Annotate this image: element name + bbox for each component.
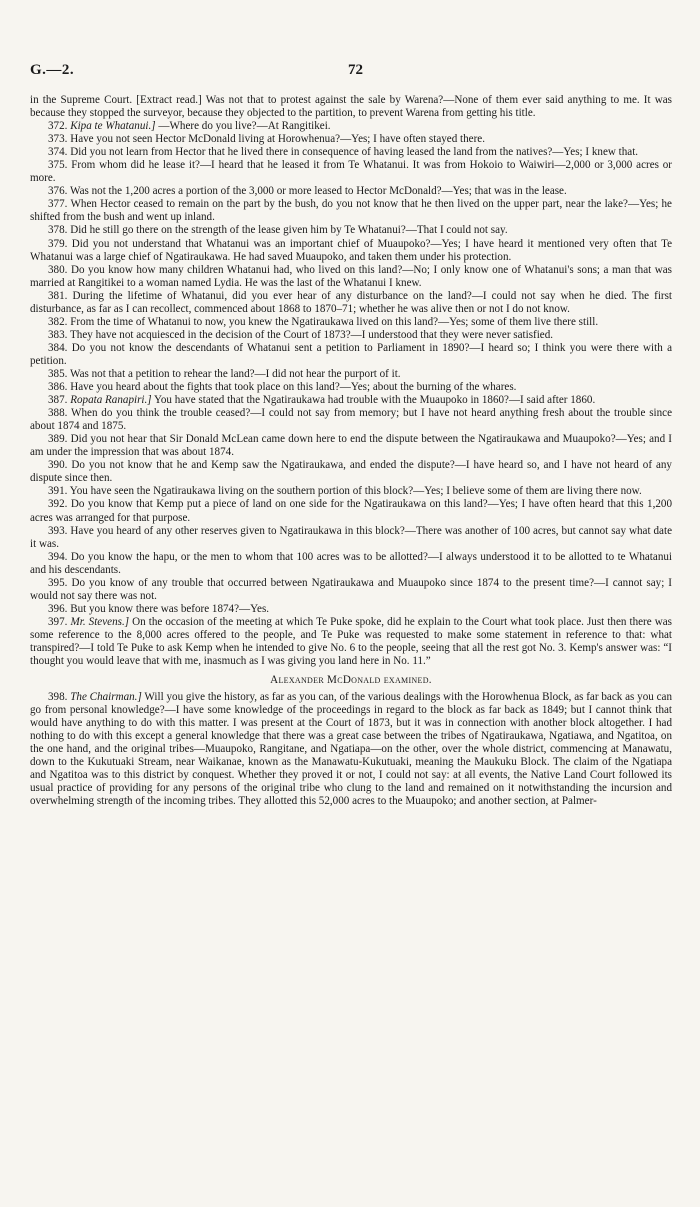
question-paragraph [30, 198, 672, 224]
question-paragraph [30, 485, 672, 498]
question-paragraph [30, 433, 672, 459]
question-paragraph [30, 498, 672, 524]
question-number: 388. [48, 407, 68, 420]
question-paragraph [30, 238, 672, 264]
question-paragraph [30, 407, 672, 433]
question-number: 390. [48, 459, 68, 472]
paragraph-continuation [30, 94, 672, 120]
paragraph-text: Do you not know that he and Kemp saw the Ngatiraukawa, and ended the dispute?—I have heard so, and I have not heard of any dispute since then. [30, 459, 672, 485]
paragraph-text: Do you know the hapu, or the men to whom that 100 acres was to be allotted?—I always understood it to be allotted to te Whatanui and his descendants. [30, 550, 672, 576]
question-paragraph [30, 290, 672, 316]
question-number: 397. [48, 615, 68, 628]
question-number: 374. [48, 146, 68, 159]
paragraph-text: From whom did he lease it?—I heard that he leased it from Te Whatanui. It was from Hokoio to Waiwiri—2,000 or 3,000 acres or more. [30, 159, 672, 185]
question-number: 377. [48, 198, 68, 211]
question-paragraph [30, 185, 672, 198]
page-number: 72 [348, 62, 363, 78]
question-paragraph [30, 120, 672, 133]
paragraph-text: Have you heard about the fights that took place on this land?—Yes; about the burning of the whares. [70, 381, 517, 394]
question-paragraph [30, 368, 672, 381]
paragraph-text: Did you not learn from Hector that he lived there in consequence of having leased the land from the natives?—Yes; I knew that. [70, 146, 639, 159]
question-number: 393. [48, 524, 68, 537]
question-paragraph [30, 394, 672, 407]
paragraph-text: Was not that a petition to rehear the land?—I did not hear the purport of it. [70, 367, 401, 380]
question-number: 386. [48, 381, 68, 394]
paragraph-text: On the occasion of the meeting at which Te Puke spoke, did he explain to the Court what took place. Just then there was some reference to the 8,000 acres offered to the people, and Te Puke was requested to make some statement in reference to that: what transpired?—I told Te Puke to ask Kemp when he intended to give No. 6 to the people, seeing that all the rest got No. 3. Kemp's answer was: “I thought you would leave that with me, inasmuch as I was giving you land here in No. 11.” [30, 615, 672, 668]
paragraph-text: Do you know that Kemp put a piece of land on one side for the Ngatiraukawa on this land?—Yes; I have often heard that this 1,200 acres was arranged for that purpose. [30, 498, 672, 524]
question-paragraph [30, 146, 672, 159]
question-paragraph [30, 264, 672, 290]
question-number: 376. [48, 185, 68, 198]
question-paragraph [30, 603, 672, 616]
question-paragraph [30, 551, 672, 577]
question-number: 379. [48, 237, 68, 250]
paragraph-text: You have stated that the Ngatiraukawa had trouble with the Muaupoko in 1860?—I said after 1860. [153, 394, 596, 407]
paragraph-text: During the lifetime of Whatanui, did you ever hear of any disturbance on the land?—I could not say when he died. The first disturbance, as far as I can recollect, commenced about 1868 to 1870–71; whether he was alive then or not I do not know. [30, 289, 672, 315]
paragraph-text: But you know there was before 1874?—Yes. [70, 602, 270, 615]
question-number: 387. [48, 394, 68, 407]
paragraph-text: You have seen the Ngatiraukawa living on the southern portion of this block?—Yes; I believe some of them are living there now. [69, 485, 642, 498]
document-body [30, 94, 672, 809]
question-number: 398. [48, 691, 68, 704]
question-paragraph [30, 329, 672, 342]
question-paragraph [30, 342, 672, 368]
question-number: 384. [48, 341, 68, 354]
question-number: 394. [48, 550, 68, 563]
question-number: 378. [48, 224, 68, 237]
paragraph-text: Have you not seen Hector McDonald living at Horowhenua?—Yes; I have often stayed there. [70, 133, 485, 146]
paragraph-text: Did you not hear that Sir Donald McLean came down here to end the dispute between the Ngatiraukawa and Muaupoko?—Yes; and I am under the impression that was about 1874. [30, 433, 672, 459]
paragraph-text: Have you heard of any other reserves given to Ngatiraukawa in this block?—There was another of 100 acres, but cannot say what date it was. [30, 524, 672, 550]
paragraph-text: From the time of Whatanui to now, you knew the Ngatiraukawa lived on this land?—Yes; some of them live there still. [70, 315, 599, 328]
question-number: 395. [48, 576, 68, 589]
paragraph-text: —Where do you live?—At Rangitikei. [158, 120, 331, 133]
paragraph-text: Do you not know the descendants of Whatanui sent a petition to Parliament in 1890?—I heard so; I think you were there with a petition. [30, 341, 672, 367]
document-reference: G.—2. [30, 62, 75, 78]
question-number: 380. [48, 263, 68, 276]
speaker-name: Kipa te Whatanui.] [70, 120, 156, 133]
page-header [30, 62, 672, 82]
paragraph-text: Did you not understand that Whatanui was an important chief of Muaupoko?—Yes; I have heard it mentioned very often that Te Whatanui was a large chief of Ngatiraukawa. He had saved Muaupoko, and taken them under his protection. [30, 237, 672, 263]
question-paragraph [30, 316, 672, 329]
paragraph-text: They have not acquiesced in the decision of the Court of 1873?—I understood that they were never satisfied. [70, 328, 554, 341]
paragraph-text: Will you give the history, as far as you can, of the various dealings with the Horowhenua Block, as far back as you can go from personal knowledge?—I have some knowledge of the proceedings in regard to the block as far back as 1849; but I cannot think that would have anything to do with this matter. I was present at the Court of 1873, but it was in connection with another block altogether. I had nothing to do with this except a general knowledge that there was a great case between the tribes of Ngatiraukawa, Ngatiawa, and Ngatitoa, on the one hand, and the original tribes—Muaupoko, Rangitane, and Ngatiapa—on the other, over the whole district, commencing at Manawatu, down to the Kukutuaki Stream, near Waikanae, known as the Manawatu-Kukutuaki, meaning the Maukuku Block. The claim of the Ngatiapa and Ngatitoa was to this district by conquest. Whether they proved it or not, I could not say: at all events, the Native Land Court followed its usual practice of providing for any persons of the original tribe who clung to the land and remained on it notwithstanding the incursion and overwhelming strength of the incoming tribes. They allotted this 52,000 acres to the Muaupoko; and another section, at Palmer- [30, 691, 672, 808]
paragraph-text: in the Supreme Court. [Extract read.] Was not that to protest against the sale by Warena?—None of them ever said anything to me. It was because they stopped the surveyor, because they objected to the partition, to prevent Warena from getting his title. [30, 94, 672, 120]
question-number: 385. [48, 367, 68, 380]
question-paragraph [30, 381, 672, 394]
question-number: 391. [48, 485, 68, 498]
question-paragraph [30, 525, 672, 551]
question-number: 372. [48, 120, 68, 133]
speaker-name: Ropata Ranapiri.] [70, 394, 152, 407]
paragraph-text: Do you know how many children Whatanui had, who lived on this land?—No; I only know one of Whatanui's sons; a man that was married at Rangitikei to a woman named Lydia. He was the last of the Whatanui I knew. [30, 263, 672, 289]
paragraph-text: When do you think the trouble ceased?—I could not say from memory; but I have not heard anything fresh about the trouble since about 1874 and 1875. [30, 407, 672, 433]
question-number: 383. [48, 328, 68, 341]
question-number: 382. [48, 315, 68, 328]
paragraph-text: Was not the 1,200 acres a portion of the 3,000 or more leased to Hector McDonald?—Yes; that was in the lease. [70, 185, 567, 198]
question-paragraph [30, 616, 672, 668]
question-paragraph [30, 133, 672, 146]
question-paragraph [30, 159, 672, 185]
question-paragraph [30, 577, 672, 603]
paragraph-text: Do you know of any trouble that occurred between Ngatiraukawa and Muaupoko since 1874 to the present time?—I cannot say; I would not say there was not. [30, 576, 672, 602]
paragraph-text: When Hector ceased to remain on the part by the bush, do you not know that he then lived on the upper part, near the lake?—Yes; he shifted from the bush and went up inland. [30, 198, 672, 224]
question-number: 392. [48, 498, 68, 511]
question-number: 381. [48, 289, 68, 302]
question-number: 373. [48, 133, 68, 146]
question-number: 389. [48, 433, 68, 446]
section-heading: Alexander McDonald examined. [270, 674, 432, 687]
speaker-name: The Chairman.] [70, 691, 142, 704]
speaker-name: Mr. Stevens.] [70, 615, 130, 628]
question-number: 375. [48, 159, 68, 172]
question-number: 396. [48, 602, 68, 615]
question-paragraph [30, 459, 672, 485]
question-paragraph [30, 224, 672, 237]
question-paragraph [30, 691, 672, 808]
paragraph-text: Did he still go there on the strength of the lease given him by Te Whatanui?—That I could not say. [70, 224, 508, 237]
